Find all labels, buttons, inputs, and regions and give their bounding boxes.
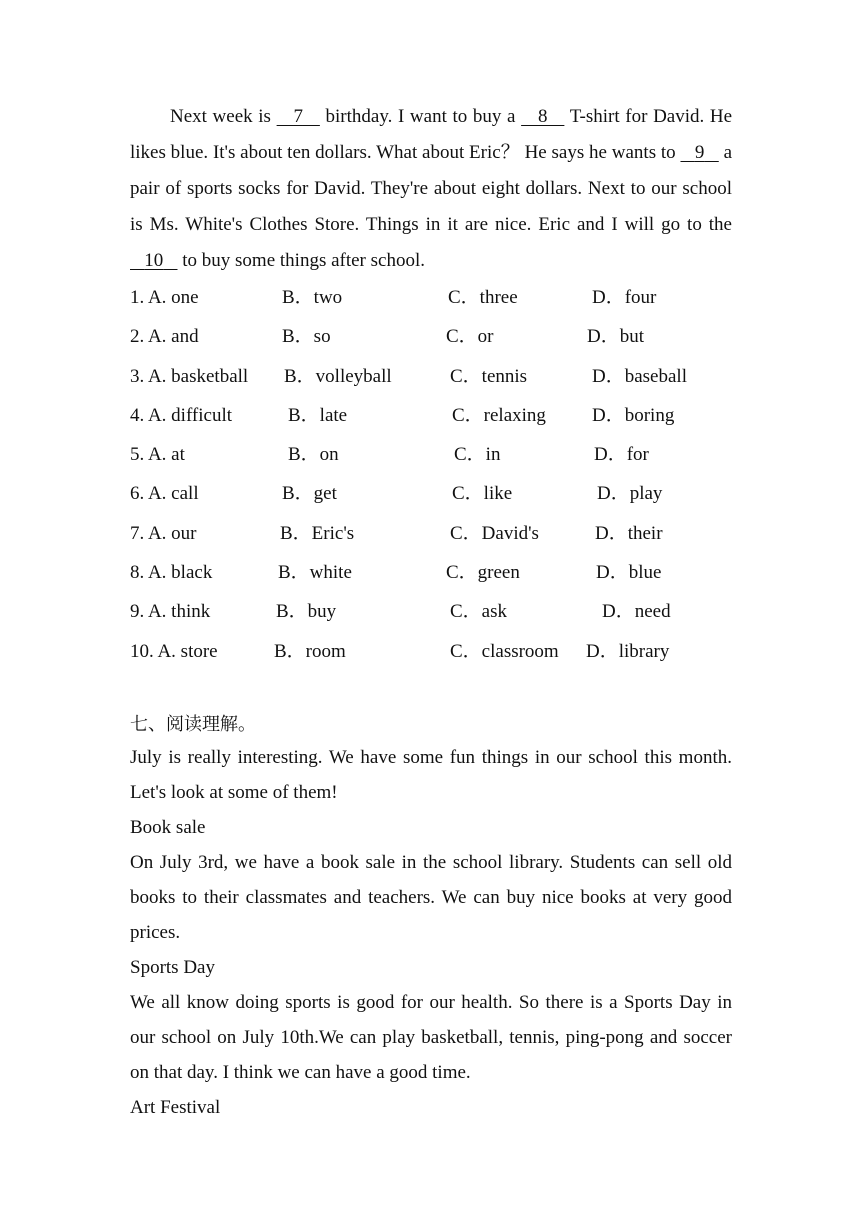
option-b: B．on — [288, 444, 339, 466]
option-row — [130, 476, 750, 515]
option-c: C．relaxing — [452, 404, 546, 426]
option-d: D．four — [592, 287, 657, 308]
subheading-sports-day: Sports Day — [130, 957, 215, 978]
blank-8: 8 — [538, 106, 548, 127]
option-c: C．like — [452, 483, 513, 505]
cloze-text: a pair of sports socks for David. They're about eight dollars. Next to our school is Ms. White's Clothes Store. Things in it are nice. Eric and I will go to the — [130, 142, 732, 235]
cloze-text: birthday. I want to buy a — [325, 106, 516, 127]
option-row — [130, 359, 750, 398]
option-a: 5. A. at — [130, 444, 185, 466]
option-d: D．play — [597, 483, 663, 505]
sports-day-text: We all know doing sports is good for our health. So there is a Sports Day in our school on July 10th.We can play basketball, tennis, ping-pong and soccer on that day. I think we can have a good time. — [130, 992, 732, 1083]
option-d: D．but — [587, 326, 645, 348]
option-d: D．baseball — [592, 365, 687, 387]
option-b: B．Eric's — [280, 522, 355, 544]
option-b: B．room — [274, 640, 346, 662]
option-a: 4. A. difficult — [130, 404, 233, 426]
blank-10: 10 — [144, 250, 164, 271]
option-b: B．so — [282, 326, 331, 348]
option-row — [130, 516, 750, 555]
option-c: C．classroom — [450, 640, 559, 662]
option-d: D．need — [602, 601, 671, 623]
option-row — [130, 634, 750, 673]
option-row — [130, 319, 750, 358]
option-d: D．library — [586, 640, 670, 662]
option-row — [130, 555, 750, 594]
cloze-text: to buy some things after school. — [182, 250, 425, 271]
blank-7: 7 — [293, 106, 303, 127]
option-c: C．tennis — [450, 365, 528, 387]
option-c: C．three — [448, 287, 518, 308]
option-b: B．two — [282, 287, 343, 308]
option-a: 3. A. basketball — [130, 365, 249, 387]
option-d: D．boring — [592, 404, 675, 426]
option-b: B．white — [278, 562, 352, 584]
subheading-book-sale: Book sale — [130, 817, 206, 838]
section-title: 七、阅读理解。 — [130, 714, 256, 735]
option-row — [130, 437, 750, 476]
option-c: C．David's — [450, 522, 539, 544]
option-a: 2. A. and — [130, 326, 199, 348]
option-d: D．for — [594, 444, 649, 466]
option-a: 7. A. our — [130, 522, 197, 544]
option-a: 10. A. store — [130, 640, 218, 662]
option-d: D．their — [595, 522, 663, 544]
cloze-passage — [130, 99, 732, 279]
option-b: B．get — [282, 483, 337, 505]
option-row — [130, 594, 750, 633]
option-a: 8. A. black — [130, 562, 213, 584]
option-d: D．blue — [596, 562, 662, 584]
option-c: C．green — [446, 562, 520, 584]
option-a: 9. A. think — [130, 601, 211, 623]
option-b: B．volleyball — [284, 365, 392, 387]
subheading-art-festival: Art Festival — [130, 1097, 221, 1118]
option-c: C．ask — [450, 601, 508, 623]
option-b: B．buy — [276, 601, 337, 623]
option-b: B．late — [288, 404, 348, 426]
reading-section — [130, 710, 732, 1125]
option-a: 6. A. call — [130, 483, 199, 505]
options-list — [130, 280, 750, 673]
option-a: 1. A. one — [130, 287, 199, 308]
option-row — [130, 280, 750, 319]
cloze-text: T-shirt for David. He likes blue. It's about ten dollars. What about Eric？ He says he wants to — [130, 106, 733, 163]
cloze-text: Next week is — [170, 106, 271, 127]
option-c: C．in — [454, 444, 501, 466]
book-sale-text: On July 3rd, we have a book sale in the school library. Students can sell old books to their classmates and teachers. We can buy nice books at very good prices. — [130, 852, 732, 943]
reading-intro: July is really interesting. We have some fun things in our school this month. Let's look at some of them! — [130, 747, 732, 803]
option-row — [130, 398, 750, 437]
blank-9: 9 — [694, 142, 705, 163]
option-c: C．or — [446, 326, 494, 348]
